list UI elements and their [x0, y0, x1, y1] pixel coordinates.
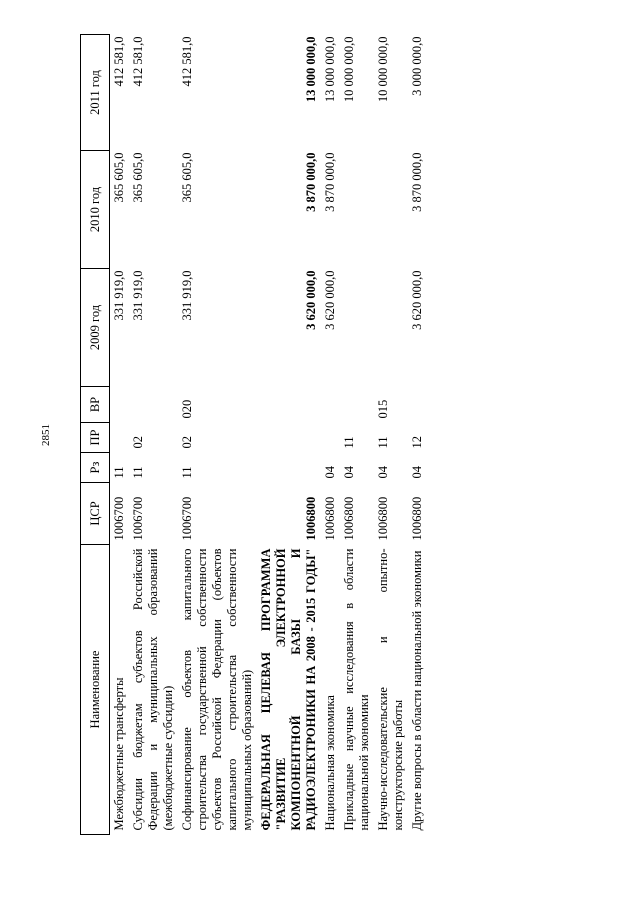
row-csr: 1006800	[410, 496, 424, 541]
table-row	[178, 35, 257, 835]
header-2009: 2009 год	[81, 269, 110, 387]
header-csr: ЦСР	[81, 483, 110, 545]
row-2011: 10 000 000,0	[342, 36, 356, 103]
row-pr: 12	[410, 436, 424, 449]
row-vr: 015	[376, 399, 390, 419]
row-2010: 3 870 000,0	[410, 152, 424, 212]
table-row	[257, 35, 321, 835]
row-rz: 04	[323, 466, 337, 479]
row-2011: 412 581,0	[112, 36, 126, 87]
row-rz: 11	[131, 466, 145, 479]
row-2010	[340, 151, 374, 269]
header-2010: 2010 год	[81, 151, 110, 269]
row-pr	[321, 423, 340, 453]
row-2011: 412 581,0	[131, 36, 145, 87]
row-name: Научно-исследовательские и опытно-конструкторские работы	[376, 548, 405, 831]
row-name: Прикладные научные исследования в области национальной экономики	[342, 548, 371, 831]
row-rz: 04	[376, 466, 390, 479]
row-2011: 412 581,0	[180, 36, 194, 87]
row-csr: 1006800	[323, 496, 337, 541]
table-row	[340, 35, 374, 835]
row-vr	[257, 387, 321, 423]
row-2010: 3 870 000,0	[304, 152, 318, 212]
row-2009	[374, 269, 408, 387]
row-csr: 1006800	[376, 496, 390, 541]
row-2010: 3 870 000,0	[323, 152, 337, 212]
table-row	[129, 35, 178, 835]
budget-table	[80, 34, 427, 835]
row-name: Национальная экономика	[323, 695, 337, 831]
table-row	[374, 35, 408, 835]
row-rz	[257, 453, 321, 483]
row-2009: 3 620 000,0	[410, 270, 424, 330]
row-vr	[321, 387, 340, 423]
table-row	[110, 35, 130, 835]
row-rz: 11	[180, 466, 194, 479]
table-body	[110, 35, 428, 835]
page-number: 2851	[40, 424, 52, 446]
table-header	[81, 35, 110, 835]
row-name: Межбюджетные трансферты	[112, 677, 126, 831]
row-rz: 04	[342, 466, 356, 479]
table-row	[408, 35, 427, 835]
row-name: Другие вопросы в области национальной экономики	[410, 550, 424, 831]
row-2010: 365 605,0	[131, 152, 145, 203]
rotated-table-container	[80, 35, 600, 835]
header-pr: ПР	[81, 423, 110, 453]
row-2009: 3 620 000,0	[323, 270, 337, 330]
row-csr: 1006700	[112, 496, 126, 541]
row-vr	[129, 387, 178, 423]
row-pr: 02	[180, 436, 194, 449]
row-csr: 1006700	[180, 496, 194, 541]
row-2011: 13 000 000,0	[304, 36, 318, 103]
row-name: ФЕДЕРАЛЬНАЯ ЦЕЛЕВАЯ ПРОГРАММА "РАЗВИТИЕ ЭЛЕКТРОННОЙ КОМПОНЕНТНОЙ БАЗЫ И РАДИОЭЛЕКТРОНИКИ НА 2008 - 2015 ГОДЫ"	[259, 548, 318, 831]
row-2010: 365 605,0	[112, 152, 126, 203]
row-vr: 020	[180, 399, 194, 419]
row-pr: 02	[131, 436, 145, 449]
row-pr	[257, 423, 321, 453]
row-rz: 04	[410, 466, 424, 479]
row-pr	[110, 423, 130, 453]
row-2009: 3 620 000,0	[304, 270, 318, 330]
row-2010: 365 605,0	[180, 152, 194, 203]
row-2009: 331 919,0	[131, 270, 145, 321]
row-2009: 331 919,0	[112, 270, 126, 321]
row-2011: 13 000 000,0	[323, 36, 337, 103]
row-name: Субсидии бюджетам субъектов Российской Федерации и муниципальных образований (межбюджетные субсидии)	[131, 548, 175, 831]
row-csr: 1006800	[304, 496, 318, 541]
table-row	[321, 35, 340, 835]
row-pr: 11	[342, 436, 356, 449]
row-name: Софинансирование объектов капитального строительства государственной собственности субъектов Российской Федерации (объектов капитального строительства собственности муниципальных образований)	[180, 548, 254, 831]
row-vr	[408, 387, 427, 423]
row-2010	[374, 151, 408, 269]
row-vr	[110, 387, 130, 423]
header-vr: ВР	[81, 387, 110, 423]
row-2009	[340, 269, 374, 387]
row-2011: 3 000 000,0	[410, 36, 424, 96]
row-csr: 1006800	[342, 496, 356, 541]
row-rz: 11	[112, 466, 126, 479]
row-vr	[340, 387, 374, 423]
header-2011: 2011 год	[81, 35, 110, 151]
header-name: Наименование	[81, 545, 110, 835]
header-rz: Рз	[81, 453, 110, 483]
row-pr: 11	[376, 436, 390, 449]
row-2011: 10 000 000,0	[376, 36, 390, 103]
row-csr: 1006700	[131, 496, 145, 541]
row-2009: 331 919,0	[180, 270, 194, 321]
